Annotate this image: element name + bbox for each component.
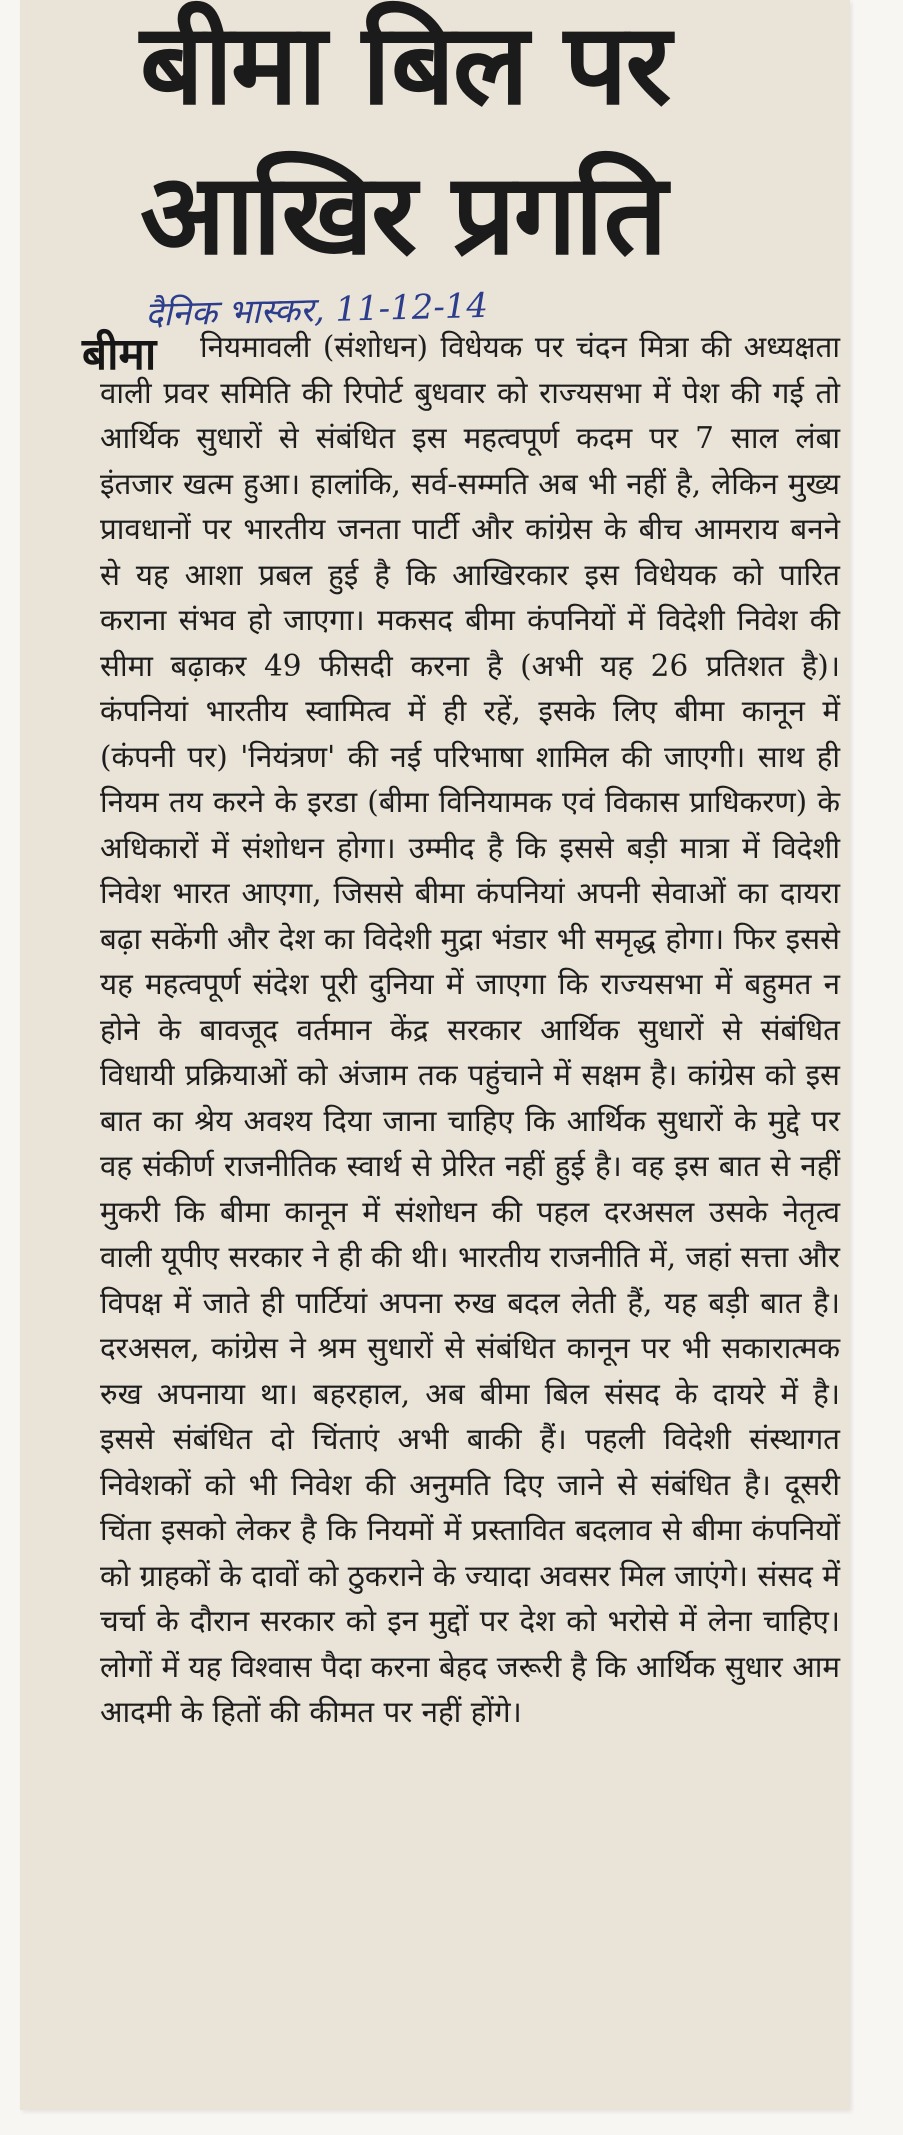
handwritten-date-note: दैनिक भास्कर, 11-12-14: [144, 285, 489, 335]
article-body-text: नियमावली (संशोधन) विधेयक पर चंदन मित्रा की अध्यक्षता वाली प्रवर समिति की रिपोर्ट बुधवार को राज्यसभा में पेश की गई तो आर्थिक सुधारों से संबंधित इस महत्वपूर्ण कदम पर 7 साल लंबा इंतजार खत्म हुआ। हालांकि, सर्व-सम्मति अब भी नहीं है, लेकिन मुख्य प्रावधानों पर भारतीय जनता पार्टी और कांग्रेस के बीच आमराय बनने से यह आशा प्रबल हुई है कि आखिरकार इस विधेयक को पारित कराना संभव हो जाएगा। मकसद बीमा कंपनियों में विदेशी निवेश की सीमा बढ़ाकर 49 फीसदी करना है (अभी यह 26 प्रतिशत है)। कंपनियां भारतीय स्वामित्व में ही रहें, इसके लिए बीमा कानून में (कंपनी पर) 'नियंत्रण' की नई परिभाषा शामिल की जाएगी। साथ ही नियम तय करने के इरडा (बीमा विनियामक एवं विकास प्राधिकरण) के अधिकारों में संशोधन होगा। उम्मीद है कि इससे बड़ी मात्रा में विदेशी निवेश भारत आएगा, जिससे बीमा कंपनियां अपनी सेवाओं का दायरा बढ़ा सकेंगी और देश का विदेशी मुद्रा भंडार भी समृद्ध होगा। फिर इससे यह महत्वपूर्ण संदेश पूरी दुनिया में जाएगा कि राज्यसभा में बहुमत न होने के बावजूद वर्तमान केंद्र सरकार आर्थिक सुधारों से संबंधित विधायी प्रक्रियाओं को अंजाम तक पहुंचाने में सक्षम है। कांग्रेस को इस बात का श्रेय अवश्य दिया जाना चाहिए कि आर्थिक सुधारों के मुद्दे पर वह संकीर्ण राजनीतिक स्वार्थ से प्रेरित नहीं हुई है। वह इस बात से नहीं मुकरी कि बीमा कानून में संशोधन की पहल दरअसल उसके नेतृत्व वाली यूपीए सरकार ने ही की थी। भारतीय राजनीति में, जहां सत्ता और विपक्ष में जाते ही पार्टियां अपना रुख बदल लेती हैं, यह बड़ी बात है। दरअसल, कांग्रेस ने श्रम सुधारों से संबंधित कानून पर भी सकारात्मक रुख अपनाया था। बहरहाल, अब बीमा बिल संसद के दायरे में है। इससे संबंधित दो चिंताएं अभी बाकी हैं। पहली विदेशी संस्थागत निवेशकों को भी निवेश की अनुमति दिए जाने से संबंधित है। दूसरी चिंता इसको लेकर है कि नियमों में प्रस्तावित बदलाव से बीमा कंपनियों को ग्राहकों के दावों को ठुकराने के ज्यादा अवसर मिल जाएंगे। संसद में चर्चा के दौरान सरकार को इन मुद्दों पर देश को भरोसे में लेना चाहिए। लोगों में यह विश्वास पैदा करना बेहद जरूरी है कि आर्थिक सुधार आम आदमी के हितों की कीमत पर नहीं होंगे।: [100, 330, 840, 1729]
headline-line-2: आखिर प्रगति: [140, 150, 666, 280]
headline-line-1: बीमा बिल पर: [140, 0, 670, 130]
article-body: [100, 325, 840, 1736]
article-dropcap: बीमा: [82, 329, 157, 380]
